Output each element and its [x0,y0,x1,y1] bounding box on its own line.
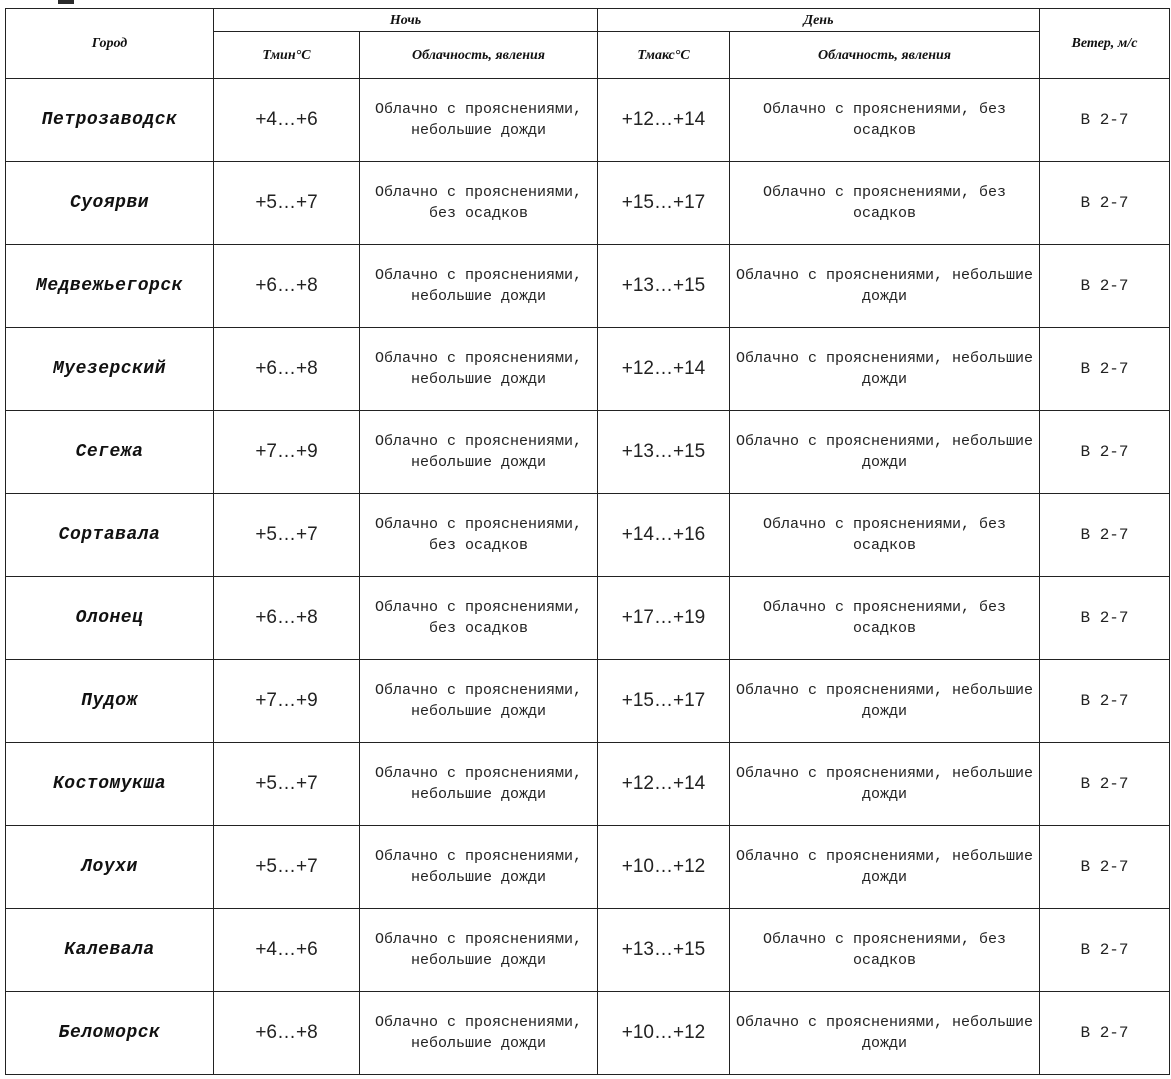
city-cell: Олонец [6,577,214,660]
night-cloud-cell: Облачно с прояснениями, небольшие дожди [360,826,598,909]
table-row [6,660,1170,743]
city-cell: Лоухи [6,826,214,909]
night-cloud-cell: Облачно с прояснениями, небольшие дожди [360,660,598,743]
tmin-column-header: Тмин°С [214,32,360,79]
weather-forecast-table [5,8,1170,1075]
tmin-cell: +4…+6 [214,79,360,162]
day-cloud-cell: Облачно с прояснениями, небольшие дожди [730,245,1040,328]
day-cloud-cell: Облачно с прояснениями, небольшие дожди [730,660,1040,743]
night-cloud-cell: Облачно с прояснениями, небольшие дожди [360,245,598,328]
wind-cell: В 2-7 [1040,328,1170,411]
tmax-cell: +13…+15 [598,909,730,992]
tmax-cell: +17…+19 [598,577,730,660]
city-cell: Сортавала [6,494,214,577]
tmin-cell: +5…+7 [214,494,360,577]
wind-cell: В 2-7 [1040,577,1170,660]
city-cell: Медвежьегорск [6,245,214,328]
tmin-cell: +4…+6 [214,909,360,992]
table-header [6,9,1170,79]
wind-cell: В 2-7 [1040,162,1170,245]
day-cloud-cell: Облачно с прояснениями, небольшие дожди [730,992,1040,1075]
table-body [6,79,1170,1075]
wind-cell: В 2-7 [1040,245,1170,328]
tmax-cell: +12…+14 [598,328,730,411]
night-cloud-cell: Облачно с прояснениями, небольшие дожди [360,909,598,992]
day-cloud-cell: Облачно с прояснениями, небольшие дожди [730,743,1040,826]
wind-cell: В 2-7 [1040,992,1170,1075]
tmin-cell: +6…+8 [214,577,360,660]
tmax-cell: +10…+12 [598,992,730,1075]
tmax-cell: +14…+16 [598,494,730,577]
tmin-cell: +5…+7 [214,826,360,909]
tmax-cell: +13…+15 [598,245,730,328]
table-row [6,328,1170,411]
night-cloud-cell: Облачно с прояснениями, небольшие дожди [360,743,598,826]
day-cloud-cell: Облачно с прояснениями, без осадков [730,577,1040,660]
city-cell: Сегежа [6,411,214,494]
night-cloud-cell: Облачно с прояснениями, небольшие дожди [360,79,598,162]
night-cloud-cell: Облачно с прояснениями, небольшие дожди [360,411,598,494]
tmax-cell: +12…+14 [598,743,730,826]
tmax-column-header: Тмакс°С [598,32,730,79]
night-cloud-column-header: Облачность, явления [360,32,598,79]
table-row [6,245,1170,328]
table-row [6,992,1170,1075]
day-cloud-cell: Облачно с прояснениями, без осадков [730,162,1040,245]
table-row [6,577,1170,660]
table-row [6,79,1170,162]
wind-cell: В 2-7 [1040,660,1170,743]
day-cloud-cell: Облачно с прояснениями, небольшие дожди [730,826,1040,909]
tmin-cell: +7…+9 [214,411,360,494]
tmax-cell: +15…+17 [598,660,730,743]
top-edge-mark [58,0,74,4]
table-row [6,411,1170,494]
night-cloud-cell: Облачно с прояснениями, без осадков [360,577,598,660]
tmax-cell: +15…+17 [598,162,730,245]
day-cloud-cell: Облачно с прояснениями, без осадков [730,909,1040,992]
table-row [6,162,1170,245]
city-cell: Муезерский [6,328,214,411]
wind-cell: В 2-7 [1040,743,1170,826]
day-cloud-cell: Облачно с прояснениями, без осадков [730,494,1040,577]
day-cloud-cell: Облачно с прояснениями, небольшие дожди [730,328,1040,411]
wind-cell: В 2-7 [1040,79,1170,162]
wind-cell: В 2-7 [1040,826,1170,909]
city-column-header: Город [6,9,214,79]
tmax-cell: +12…+14 [598,79,730,162]
day-cloud-cell: Облачно с прояснениями, небольшие дожди [730,411,1040,494]
night-group-header: Ночь [214,9,598,32]
tmin-cell: +5…+7 [214,162,360,245]
header-row-groups [6,9,1170,32]
night-cloud-cell: Облачно с прояснениями, без осадков [360,494,598,577]
tmin-cell: +6…+8 [214,328,360,411]
tmax-cell: +10…+12 [598,826,730,909]
night-cloud-cell: Облачно с прояснениями, небольшие дожди [360,992,598,1075]
wind-cell: В 2-7 [1040,494,1170,577]
tmax-cell: +13…+15 [598,411,730,494]
city-cell: Калевала [6,909,214,992]
table-row [6,494,1170,577]
wind-cell: В 2-7 [1040,411,1170,494]
day-cloud-cell: Облачно с прояснениями, без осадков [730,79,1040,162]
tmin-cell: +6…+8 [214,992,360,1075]
day-group-header: День [598,9,1040,32]
tmin-cell: +7…+9 [214,660,360,743]
table-row [6,743,1170,826]
night-cloud-cell: Облачно с прояснениями, без осадков [360,162,598,245]
day-cloud-column-header: Облачность, явления [730,32,1040,79]
tmin-cell: +5…+7 [214,743,360,826]
city-cell: Костомукша [6,743,214,826]
tmin-cell: +6…+8 [214,245,360,328]
wind-column-header: Ветер, м/с [1040,9,1170,79]
night-cloud-cell: Облачно с прояснениями, небольшие дожди [360,328,598,411]
table-row [6,826,1170,909]
table-row [6,909,1170,992]
city-cell: Беломорск [6,992,214,1075]
city-cell: Суоярви [6,162,214,245]
city-cell: Петрозаводск [6,79,214,162]
city-cell: Пудож [6,660,214,743]
wind-cell: В 2-7 [1040,909,1170,992]
